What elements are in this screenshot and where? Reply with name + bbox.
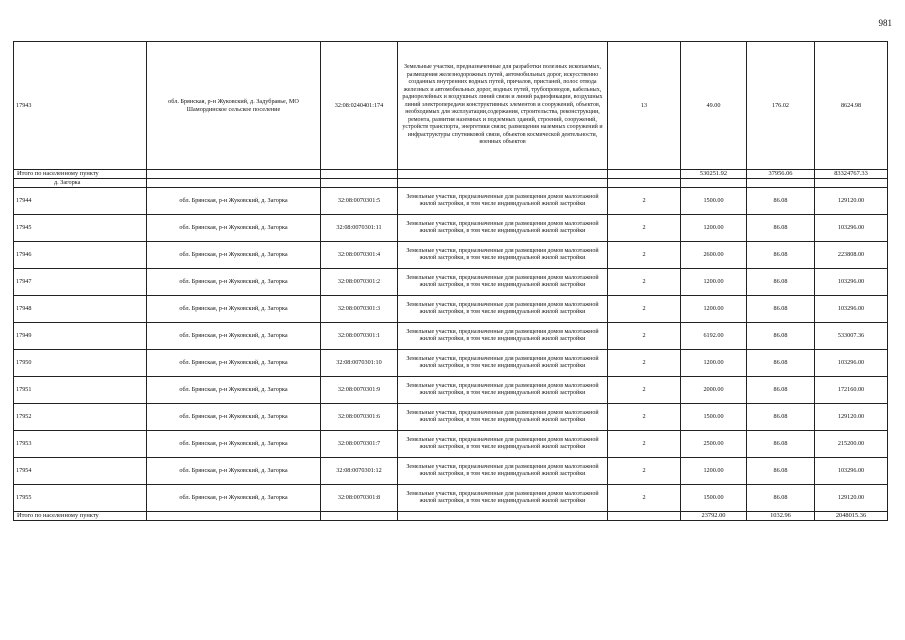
row-area: 2600.00 xyxy=(681,242,747,269)
row-cost: 223808.00 xyxy=(815,242,888,269)
row-area: 2000.00 xyxy=(681,377,747,404)
row-number: 17950 xyxy=(14,350,147,377)
row-area: 6192.00 xyxy=(681,323,747,350)
total-rate: 1032.96 xyxy=(747,512,815,521)
row-rate: 86.08 xyxy=(747,296,815,323)
row-cadastral-number: 32:08:0070301:10 xyxy=(321,350,398,377)
row-address: обл. Брянская, р-н Жуковский, д. Загорка xyxy=(147,404,321,431)
row-use-code: 2 xyxy=(608,458,681,485)
row-rate: 86.08 xyxy=(747,404,815,431)
total-area: 23792.00 xyxy=(681,512,747,521)
locality-total-row xyxy=(14,512,888,521)
row-address: обл. Брянская, р-н Жуковский, д. Загорка xyxy=(147,431,321,458)
row-area: 1200.00 xyxy=(681,215,747,242)
row-address: обл. Брянская, р-н Жуковский, д. Загорка xyxy=(147,215,321,242)
row-rate: 86.08 xyxy=(747,485,815,512)
row-rate: 86.08 xyxy=(747,242,815,269)
row-number: 17953 xyxy=(14,431,147,458)
row-rate: 86.08 xyxy=(747,350,815,377)
row-rate: 86.08 xyxy=(747,269,815,296)
row-number: 17949 xyxy=(14,323,147,350)
total-label: Итого по населенному пункту xyxy=(14,170,147,179)
table-row xyxy=(14,485,888,512)
row-number: 17951 xyxy=(14,377,147,404)
row-number: 17955 xyxy=(14,485,147,512)
row-cost: 103296.00 xyxy=(815,215,888,242)
row-use-code: 2 xyxy=(608,215,681,242)
row-use-code: 2 xyxy=(608,188,681,215)
row-land-use: Земельные участки, предназначенные для размещения домов малоэтажной жилой застройки, в том числе индивидуальной жилой застройки xyxy=(398,404,608,431)
table-body xyxy=(14,42,888,179)
row-area: 1200.00 xyxy=(681,269,747,296)
row-address: обл. Брянская, р-н Жуковский, д. Загорка xyxy=(147,188,321,215)
page-number: 981 xyxy=(878,18,892,28)
row-use-code: 2 xyxy=(608,269,681,296)
row-land-use: Земельные участки, предназначенные для размещения домов малоэтажной жилой застройки, в том числе индивидуальной жилой застройки xyxy=(398,485,608,512)
row-land-use: Земельные участки, предназначенные для размещения домов малоэтажной жилой застройки, в том числе индивидуальной жилой застройки xyxy=(398,188,608,215)
row-land-use: Земельные участки, предназначенные для размещения домов малоэтажной жилой застройки, в том числе индивидуальной жилой застройки xyxy=(398,377,608,404)
row-use-code: 2 xyxy=(608,404,681,431)
row-land-use: Земельные участки, предназначенные для размещения домов малоэтажной жилой застройки, в том числе индивидуальной жилой застройки xyxy=(398,323,608,350)
row-cadastral-number: 32:08:0070301:4 xyxy=(321,242,398,269)
row-area: 1500.00 xyxy=(681,485,747,512)
row-number: 17954 xyxy=(14,458,147,485)
row-use-code: 2 xyxy=(608,485,681,512)
table-row xyxy=(14,296,888,323)
row-use-code: 2 xyxy=(608,377,681,404)
row-cadastral-number: 32:08:0070301:6 xyxy=(321,404,398,431)
row-cadastral-number: 32:08:0070301:9 xyxy=(321,377,398,404)
row-rate: 86.08 xyxy=(747,431,815,458)
row-cost: 103296.00 xyxy=(815,296,888,323)
row-number: 17948 xyxy=(14,296,147,323)
row-address: обл. Брянская, р-н Жуковский, д. Загорка xyxy=(147,485,321,512)
row-cadastral-number: 32:08:0070301:2 xyxy=(321,269,398,296)
locality-name: д. Загорка xyxy=(14,179,147,188)
table-row xyxy=(14,215,888,242)
table-row xyxy=(14,377,888,404)
row-cadastral-number: 32:08:0240401:174 xyxy=(321,42,398,170)
locality-header-row xyxy=(14,179,888,188)
row-area: 1200.00 xyxy=(681,350,747,377)
table-row xyxy=(14,350,888,377)
row-cadastral-number: 32:08:0070301:7 xyxy=(321,431,398,458)
row-cost: 172160.00 xyxy=(815,377,888,404)
row-rate: 86.08 xyxy=(747,458,815,485)
table-row xyxy=(14,42,888,170)
row-number: 17952 xyxy=(14,404,147,431)
land-registry-table xyxy=(13,41,888,521)
total-cost: 2048015.36 xyxy=(815,512,888,521)
row-use-code: 2 xyxy=(608,431,681,458)
row-cost: 129120.00 xyxy=(815,485,888,512)
row-use-code: 2 xyxy=(608,242,681,269)
table-row xyxy=(14,431,888,458)
locality-section xyxy=(14,179,888,512)
locality-total-section xyxy=(14,512,888,521)
total-area: 530251.92 xyxy=(681,170,747,179)
row-cost: 103296.00 xyxy=(815,350,888,377)
row-area: 2500.00 xyxy=(681,431,747,458)
table-row xyxy=(14,323,888,350)
table-row xyxy=(14,242,888,269)
row-rate: 86.08 xyxy=(747,323,815,350)
row-address: обл. Брянская, р-н Жуковский, д. Загорка xyxy=(147,296,321,323)
row-number: 17944 xyxy=(14,188,147,215)
row-number: 17947 xyxy=(14,269,147,296)
row-area: 1500.00 xyxy=(681,188,747,215)
row-land-use: Земельные участки, предназначенные для размещения домов малоэтажной жилой застройки, в том числе индивидуальной жилой застройки xyxy=(398,458,608,485)
row-number: 17943 xyxy=(14,42,147,170)
row-cadastral-number: 32:08:0070301:5 xyxy=(321,188,398,215)
total-cost: 83324767.33 xyxy=(815,170,888,179)
row-rate: 176.02 xyxy=(747,42,815,170)
table-row xyxy=(14,404,888,431)
table-row xyxy=(14,458,888,485)
row-area: 1200.00 xyxy=(681,458,747,485)
row-cost: 129120.00 xyxy=(815,188,888,215)
row-area: 1500.00 xyxy=(681,404,747,431)
row-rate: 86.08 xyxy=(747,215,815,242)
row-use-code: 2 xyxy=(608,323,681,350)
row-area: 1200.00 xyxy=(681,296,747,323)
total-rate: 37956.06 xyxy=(747,170,815,179)
row-rate: 86.08 xyxy=(747,377,815,404)
row-area: 49.00 xyxy=(681,42,747,170)
total-label: Итого по населенному пункту xyxy=(14,512,147,521)
row-address: обл. Брянская, р-н Жуковский, д. Загорка xyxy=(147,242,321,269)
row-cost: 129120.00 xyxy=(815,404,888,431)
row-cadastral-number: 32:08:0070301:12 xyxy=(321,458,398,485)
row-rate: 86.08 xyxy=(747,188,815,215)
row-cadastral-number: 32:08:0070301:1 xyxy=(321,323,398,350)
row-land-use: Земельные участки, предназначенные для размещения домов малоэтажной жилой застройки, в том числе индивидуальной жилой застройки xyxy=(398,215,608,242)
row-land-use: Земельные участки, предназначенные для размещения домов малоэтажной жилой застройки, в том числе индивидуальной жилой застройки xyxy=(398,296,608,323)
row-address: обл. Брянская, р-н Жуковский, д. Загорка xyxy=(147,377,321,404)
row-cadastral-number: 32:08:0070301:3 xyxy=(321,296,398,323)
row-number: 17946 xyxy=(14,242,147,269)
locality-total-row xyxy=(14,170,888,179)
row-cadastral-number: 32:08:0070301:8 xyxy=(321,485,398,512)
row-cost: 103296.00 xyxy=(815,458,888,485)
table-row xyxy=(14,188,888,215)
row-cost: 215200.00 xyxy=(815,431,888,458)
row-use-code: 13 xyxy=(608,42,681,170)
row-use-code: 2 xyxy=(608,350,681,377)
row-address: обл. Брянская, р-н Жуковский, д. Загорка xyxy=(147,269,321,296)
row-cost: 8624.98 xyxy=(815,42,888,170)
row-address: обл. Брянская, р-н Жуковский, д. Загорка xyxy=(147,323,321,350)
row-cost: 103296.00 xyxy=(815,269,888,296)
row-land-use: Земельные участки, предназначенные для разработки полезных ископаемых, размещения железнодорожных путей, автомобильных дорог, искусственно созданных внутренних водных путей, причалов, пристаней, полос отвода железных и автомобильных дорог, водных путей, трубопроводов, кабельных, радиорелейных и воздушных линий связи и линий радиофикации, воздушных линий электропередачи конструктивных элементов и сооружений, объектов, необходимых для эксплуатации,содержания, строительства, реконструкции, ремонта, развития наземных и подземных зданий, строений, сооружений, устройств транспорта, энергетики связи; размещения наземных сооружений и инфраструктуры спутниковой связи, объектов космической деятельности, военных объектов xyxy=(398,42,608,170)
row-cost: 533007.36 xyxy=(815,323,888,350)
row-use-code: 2 xyxy=(608,296,681,323)
table-row xyxy=(14,269,888,296)
row-address: обл. Брянская, р-н Жуковский, д. Загорка xyxy=(147,350,321,377)
row-land-use: Земельные участки, предназначенные для размещения домов малоэтажной жилой застройки, в том числе индивидуальной жилой застройки xyxy=(398,242,608,269)
row-number: 17945 xyxy=(14,215,147,242)
row-address: обл. Брянская, р-н Жуковский, д. Задубравье, МО Шамординское сельское поселение xyxy=(147,42,321,170)
row-land-use: Земельные участки, предназначенные для размещения домов малоэтажной жилой застройки, в том числе индивидуальной жилой застройки xyxy=(398,350,608,377)
row-cadastral-number: 32:08:0070301:11 xyxy=(321,215,398,242)
row-address: обл. Брянская, р-н Жуковский, д. Загорка xyxy=(147,458,321,485)
row-land-use: Земельные участки, предназначенные для размещения домов малоэтажной жилой застройки, в том числе индивидуальной жилой застройки xyxy=(398,269,608,296)
row-land-use: Земельные участки, предназначенные для размещения домов малоэтажной жилой застройки, в том числе индивидуальной жилой застройки xyxy=(398,431,608,458)
